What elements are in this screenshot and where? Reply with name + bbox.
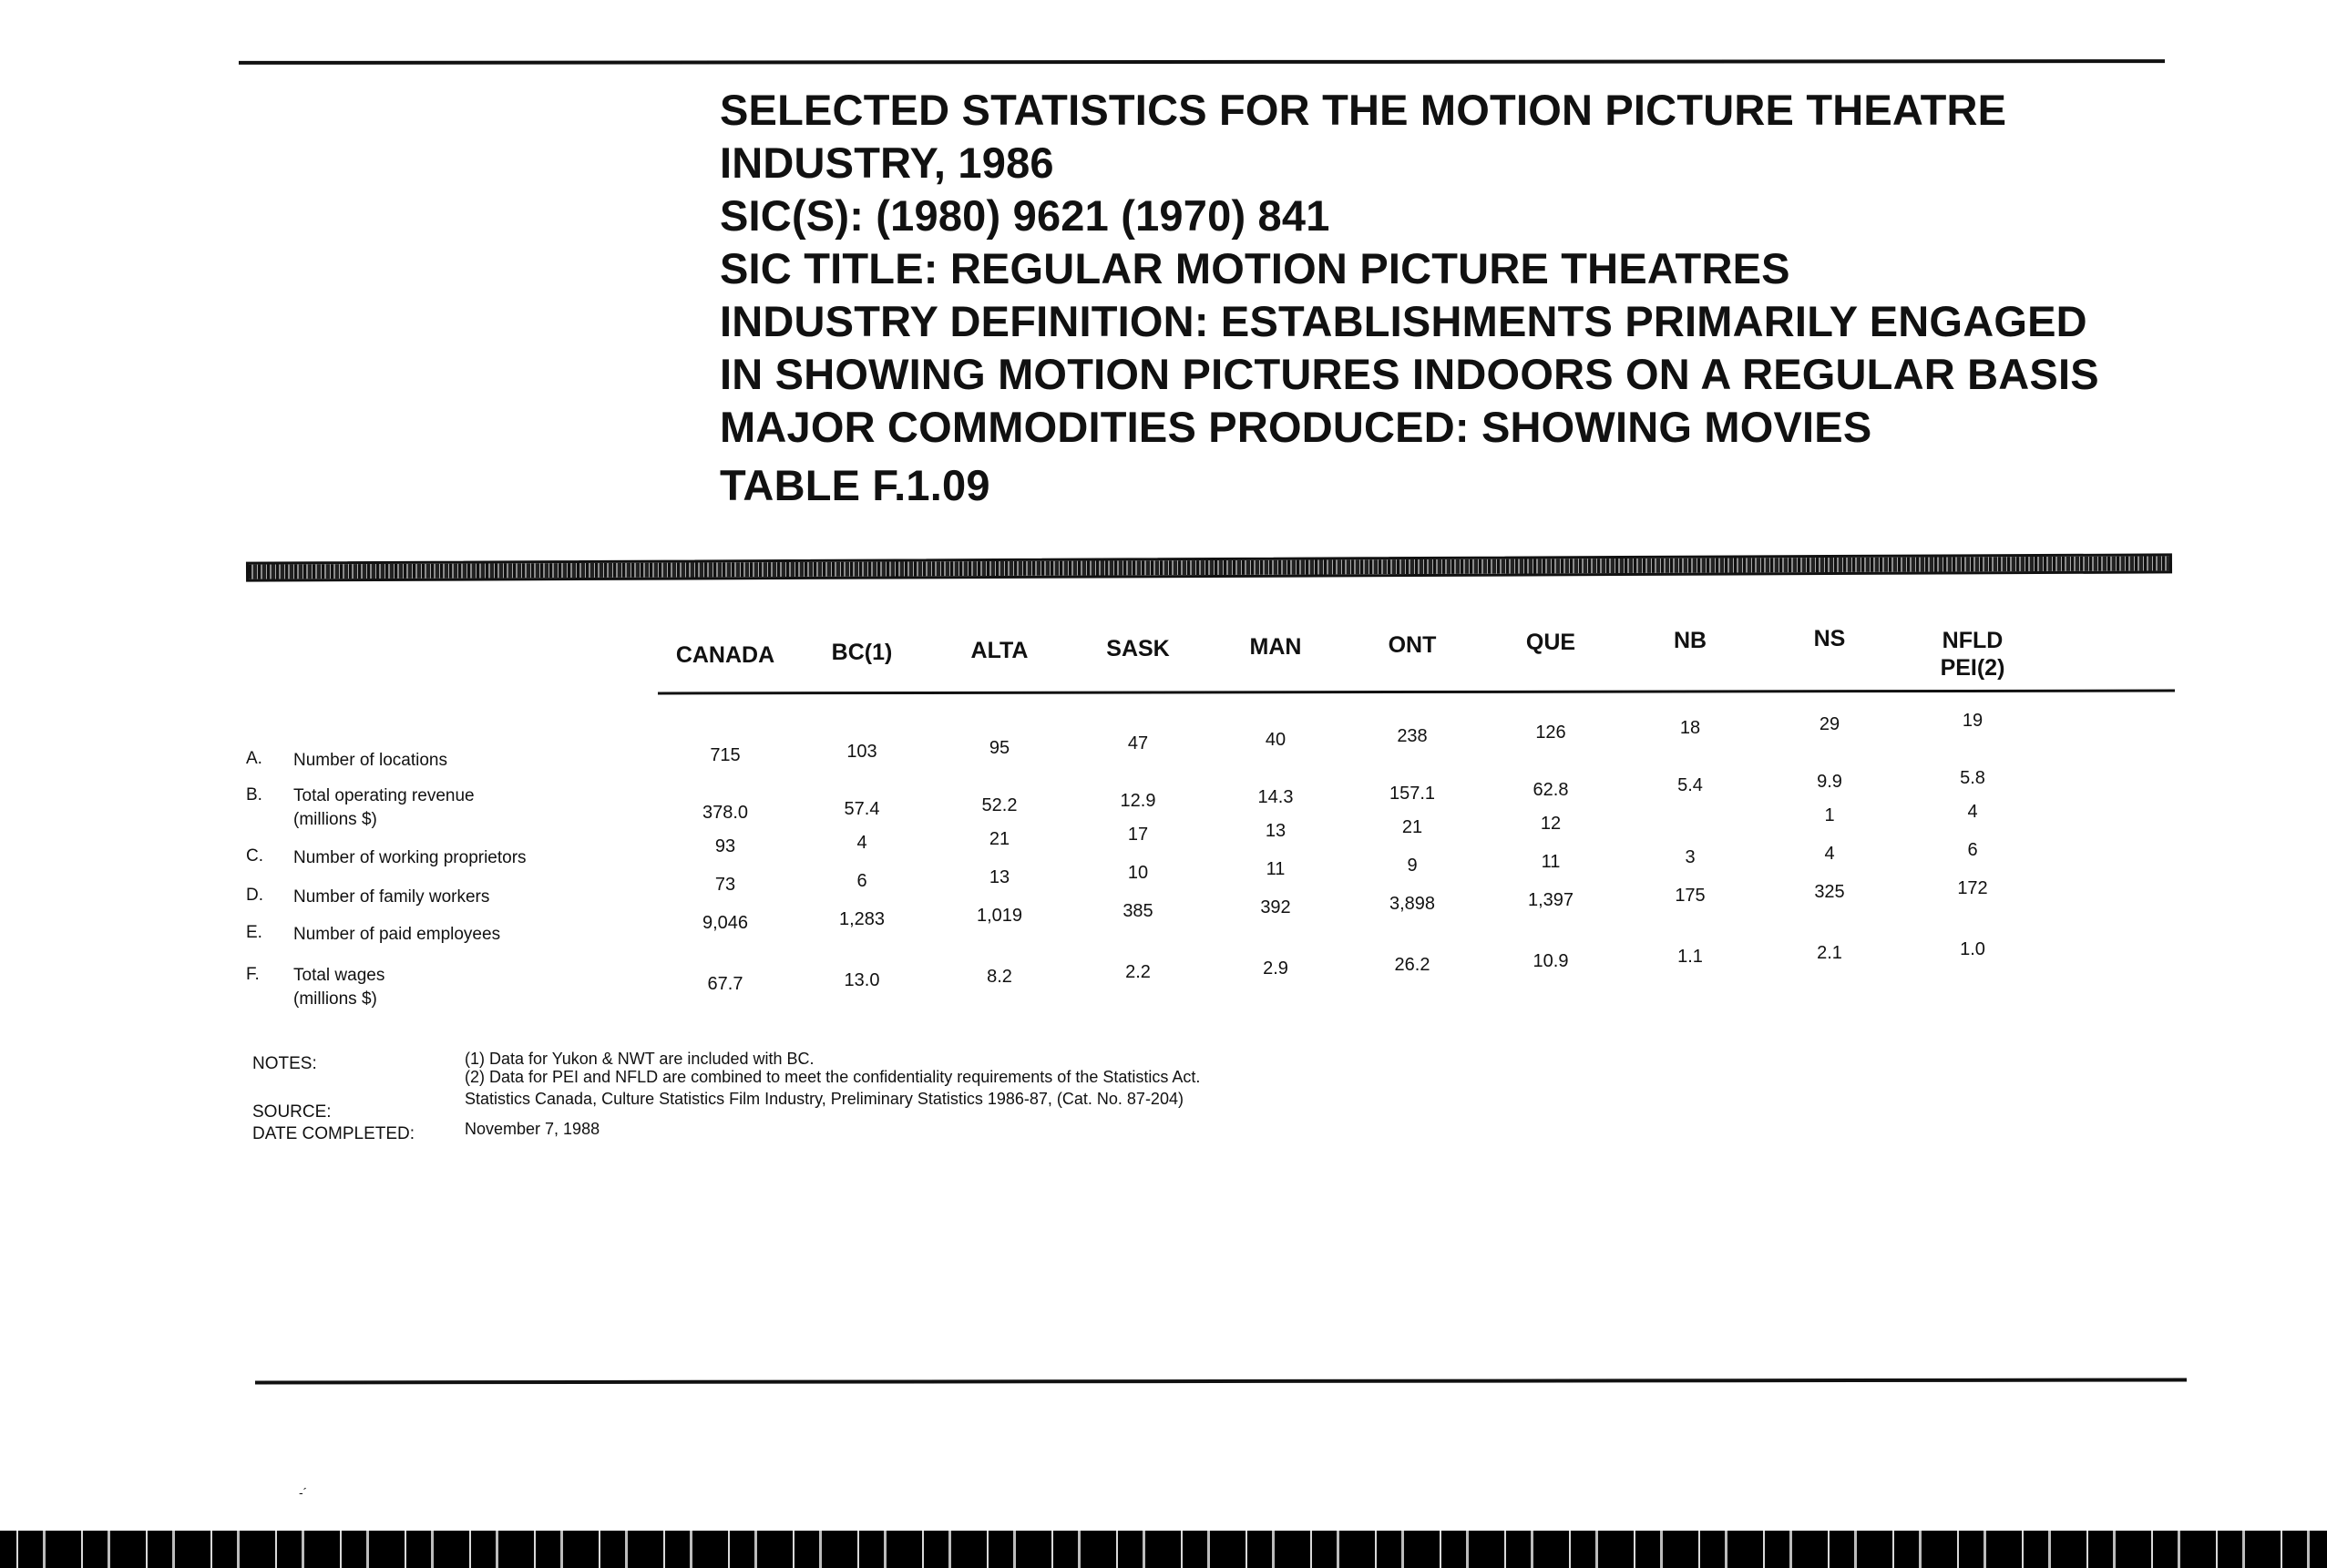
row-label-line: Total wages: [293, 966, 385, 985]
table-cell: 1,283: [838, 908, 886, 929]
table-cell: 8.2: [987, 966, 1012, 987]
column-header: [1339, 631, 1485, 659]
table-cell: 5.4: [1677, 775, 1703, 796]
column-header: [789, 639, 935, 666]
row-label: [293, 846, 527, 870]
date-label: DATE COMPLETED:: [252, 1124, 415, 1143]
table-cell: 1.1: [1677, 947, 1703, 968]
table-cell: 392: [1260, 897, 1291, 918]
column-header-line: ONT: [1388, 632, 1437, 658]
row-letter: C.: [246, 846, 263, 866]
table-cell: 6: [856, 870, 867, 891]
row-label: [293, 784, 475, 832]
table-cell: 40: [1265, 730, 1287, 751]
source-label: SOURCE:: [252, 1102, 332, 1122]
row-label-line: Number of working proprietors: [293, 848, 527, 867]
scan-noise-strip: [0, 1531, 2327, 1568]
row-letter: E.: [246, 923, 262, 942]
column-header-line: ALTA: [970, 638, 1029, 663]
column-header: [1900, 627, 2045, 682]
note-2: (2) Data for PEI and NFLD are combined to meet the confidentiality requirements of the Statistics Act.: [465, 1068, 1201, 1086]
table-cell: 378.0: [702, 803, 749, 823]
row-label: [293, 749, 447, 773]
column-header: [1203, 633, 1348, 661]
table-cell: 21: [989, 828, 1010, 849]
row-label-line: (millions $): [293, 810, 377, 829]
column-header-line: MAN: [1249, 634, 1302, 660]
table-cell: 172: [1957, 877, 1988, 898]
table-top-bar: [246, 553, 2172, 581]
heading-line-5: INDUSTRY DEFINITION: ESTABLISHMENTS PRIMARILY ENGAGED: [720, 297, 2087, 345]
table-cell: 4: [856, 832, 867, 853]
column-header-line: SASK: [1106, 636, 1170, 661]
table-cell: 62.8: [1533, 779, 1569, 800]
heading-line-6: IN SHOWING MOTION PICTURES INDOORS ON A REGULAR BASIS: [720, 350, 2099, 398]
table-cell: 238: [1397, 725, 1428, 746]
source-text: Statistics Canada, Culture Statistics Film Industry, Preliminary Statistics 1986-87, (Cat. No. 87-204): [465, 1090, 1184, 1108]
table-cell: 11: [1266, 859, 1286, 880]
column-header-line: CANADA: [675, 642, 775, 668]
row-label-line: Number of family workers: [293, 887, 490, 907]
row-label: [293, 886, 489, 909]
table-cell: 13.0: [844, 969, 880, 990]
table-cell: 9.9: [1817, 772, 1842, 793]
date-text: November 7, 1988: [465, 1120, 600, 1138]
row-label: [293, 964, 384, 1011]
table-cell: 67.7: [707, 974, 743, 994]
table-cell: 9,046: [702, 913, 749, 933]
table-cell: 95: [989, 737, 1010, 758]
table-cell: 175: [1675, 886, 1706, 907]
table-cell: 47: [1127, 733, 1149, 754]
row-label-line: Number of locations: [293, 751, 447, 770]
heading-line-2: INDUSTRY, 1986: [720, 138, 1054, 187]
column-header: [652, 641, 798, 669]
table-cell: 2.9: [1263, 958, 1288, 979]
table-cell: 12.9: [1120, 791, 1156, 812]
column-header: [927, 637, 1072, 664]
table-cell: 1: [1824, 805, 1835, 826]
top-rule: [239, 59, 2165, 65]
table-cell: 715: [710, 745, 741, 765]
table-cell: 26.2: [1394, 954, 1430, 975]
table-cell: 126: [1535, 722, 1566, 743]
table-id: TABLE F.1.09: [720, 461, 990, 509]
table-cell: 14.3: [1257, 787, 1294, 808]
column-header-line: QUE: [1525, 630, 1576, 655]
table-cell: 1.0: [1960, 938, 1985, 959]
column-header-line: NFLD: [1942, 628, 2004, 653]
table-cell: 103: [846, 741, 877, 762]
table-cell: 13: [989, 866, 1010, 887]
heading-line-4: SIC TITLE: REGULAR MOTION PICTURE THEATRES: [720, 244, 1790, 292]
notes-label: NOTES:: [252, 1054, 317, 1073]
table-cell: 12: [1540, 813, 1562, 834]
table-cell: 1,019: [976, 905, 1023, 926]
table-cell: 2.1: [1817, 943, 1842, 964]
table-cell: 1,397: [1527, 889, 1574, 910]
row-label-line: Total operating revenue: [293, 786, 475, 805]
table-cell: 5.8: [1960, 767, 1985, 788]
table-cell: 9: [1407, 855, 1418, 876]
row-label: [293, 923, 500, 947]
table-cell: 4: [1824, 844, 1835, 865]
column-header-line: PEI(2): [1940, 655, 2005, 681]
table-cell: 13: [1265, 821, 1287, 842]
table-cell: 4: [1967, 801, 1978, 822]
heading-line-3: SIC(S): (1980) 9621 (1970) 841: [720, 191, 1330, 240]
document-heading: [720, 84, 2187, 512]
table-cell: 10: [1127, 863, 1149, 884]
table-cell: 93: [714, 836, 736, 856]
row-label-line: (millions $): [293, 989, 377, 1009]
table-cell: 10.9: [1533, 950, 1569, 971]
table-cell: 57.4: [844, 798, 880, 819]
table-cell: 2.2: [1125, 962, 1151, 983]
row-letter: D.: [246, 886, 263, 905]
table-cell: 157.1: [1389, 783, 1436, 804]
table-cell: 19: [1962, 710, 1984, 731]
column-header-line: BC(1): [831, 640, 893, 665]
table-cell: 325: [1814, 882, 1845, 903]
column-header: [1065, 635, 1211, 662]
row-letter: B.: [246, 785, 262, 804]
table-cell: 73: [714, 875, 736, 895]
note-1: (1) Data for Yukon & NWT are included with BC.: [465, 1050, 815, 1068]
column-header: [1757, 625, 1902, 652]
table-cell: 11: [1541, 851, 1561, 872]
table-cell: 18: [1679, 718, 1701, 739]
stray-mark: -´: [299, 1485, 308, 1500]
table-cell: 17: [1127, 825, 1149, 845]
table-cell: 29: [1819, 714, 1840, 735]
table-cell: 52.2: [981, 794, 1018, 815]
row-letter: F.: [246, 965, 260, 984]
column-header-line: NB: [1673, 628, 1707, 653]
bottom-rule: [255, 1378, 2187, 1385]
header-rule: [658, 690, 2175, 695]
table-cell: 385: [1122, 901, 1153, 922]
column-header: [1478, 629, 1624, 656]
table-cell: 3: [1685, 847, 1696, 868]
table-cell: 6: [1967, 839, 1978, 860]
column-header: [1617, 627, 1763, 654]
heading-line-7: MAJOR COMMODITIES PRODUCED: SHOWING MOVIES: [720, 403, 1872, 451]
row-letter: A.: [246, 749, 262, 768]
heading-line-1: SELECTED STATISTICS FOR THE MOTION PICTURE THEATRE: [720, 86, 2007, 134]
table-cell: 3,898: [1389, 893, 1436, 914]
table-cell: 21: [1401, 816, 1423, 837]
row-label-line: Number of paid employees: [293, 925, 501, 944]
column-header-line: NS: [1813, 626, 1846, 651]
